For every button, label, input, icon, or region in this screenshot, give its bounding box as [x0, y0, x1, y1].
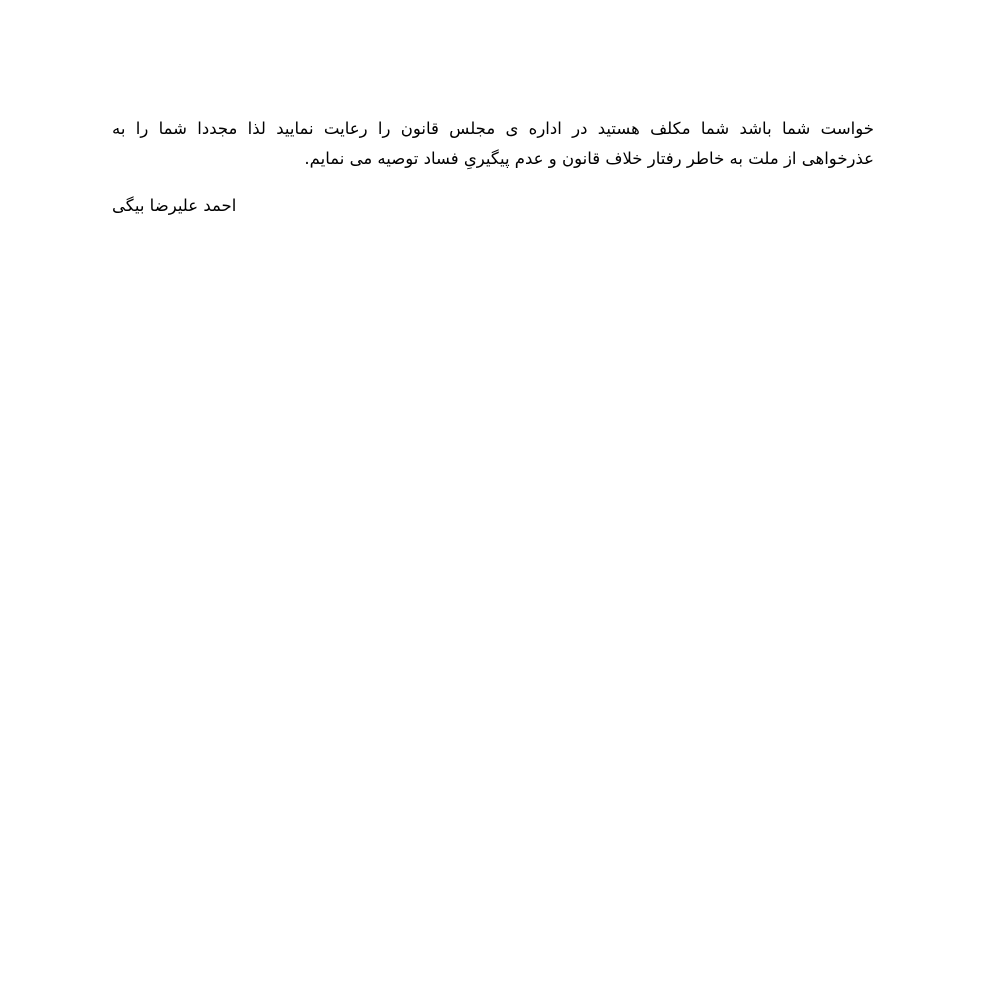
letter-paragraph [112, 114, 874, 174]
signature-name: احمد علیرضا بیگی [112, 196, 237, 215]
paragraph-line-1: خواست شما باشد شما مکلف هستید در اداره ی مجلس قانون را رعایت نمایید لذا مجددا شما را به [112, 119, 874, 138]
signature-block [112, 193, 372, 219]
paragraph-line-2: عذرخواهی از ملت به خاطر رفتار خلاف قانون و عدم پیگیریِ فساد توصیه می نمایم. [304, 149, 874, 168]
